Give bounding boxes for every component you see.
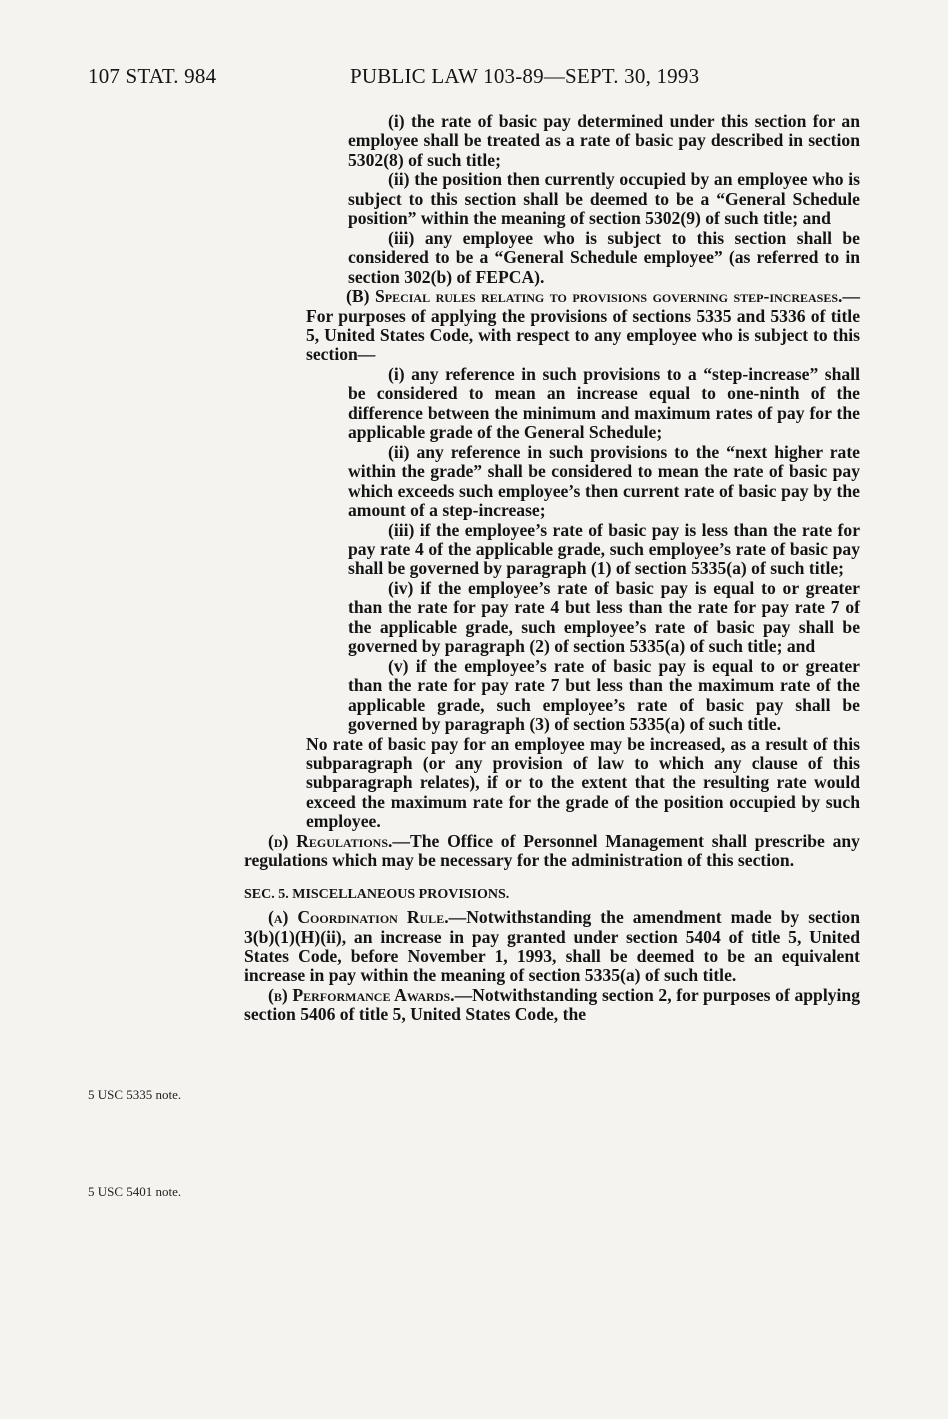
clause-b-v: (v) if the employee’s rate of basic pay is equal to or greater than the rate for pay rate 7 but less than the maximum rate of the applicable grade, such employee’s rate of basic pay shall be governed by paragraph (3) of section 5335(a) of such title.	[348, 655, 860, 735]
section-5-b	[244, 986, 860, 1025]
paragraph-d	[244, 832, 860, 871]
clause-b-iii: (iii) if the employee’s rate of basic pay is less than the rate for pay rate 4 of the applicable grade, such employee’s rate of basic pay shall be governed by paragraph (1) of section 5335(a) of such title;	[348, 519, 860, 579]
subparagraph-b	[244, 287, 860, 365]
subparagraph-b-heading: (B) Special rules relating to provisions governing step-increases.	[346, 286, 843, 307]
paragraph-d-label: (d) Regulations.	[268, 830, 393, 851]
section-5-a-text: —Notwithstanding the amendment made by section 3(b)(1)(H)(ii), an increase in pay granted under section 5404 of title 5, United States Code, before November 1, 1993, shall be deemed to be an equivalent increase in pay within the meaning of section 5335(a) of such title.	[244, 907, 860, 986]
margin-note-5401: 5 USC 5401 note.	[88, 1184, 182, 1199]
limitation-paragraph: No rate of basic pay for an employee may be increased, as a result of this subparagraph (or any provision of law to which any clause of this subparagraph relates), if or to the extent that the resulting rate would exceed the maximum rate for the grade of the position occupied by such employee.	[306, 733, 860, 832]
clause-a-iii: (iii) any employee who is subject to this section shall be considered to be a “General Schedule employee” (as referred to in section 302(b) of FEPCA).	[348, 227, 860, 287]
section-5-b-text: —Notwithstanding section 2, for purposes of applying section 5406 of title 5, United States Code, the	[244, 984, 860, 1025]
clause-b-ii: (ii) any reference in such provisions to the “next higher rate within the grade” shall be considered to mean the rate of basic pay which exceeds such employee’s then current rate of basic pay by the amount of a step-increase;	[348, 441, 860, 521]
running-header	[88, 64, 858, 94]
section-5-a-label: (a) Coordination Rule.	[268, 907, 449, 928]
section-5-a	[244, 908, 860, 986]
margin-note-5335: 5 USC 5335 note.	[88, 1087, 182, 1102]
section-5-b-label: (b) Performance Awards.	[268, 984, 455, 1005]
clause-a-ii: (ii) the position then currently occupied by an employee who is subject to this section shall be deemed to be a “General Schedule position” within the meaning of section 5302(9) of such title; and	[348, 169, 860, 229]
section-5-heading: SEC. 5. MISCELLANEOUS PROVISIONS.	[244, 886, 510, 902]
clause-b-i: (i) any reference in such provisions to a “step-increase” shall be considered to mean an increase equal to one-ninth of the difference between the minimum and maximum rates of pay for the applicable grade of the General Schedule;	[348, 363, 860, 443]
page-citation: 107 STAT. 984	[88, 64, 217, 88]
statute-body	[244, 112, 860, 1025]
paragraph-d-text: —The Office of Personnel Management shall prescribe any regulations which may be necessary for the administration of this section.	[244, 830, 860, 871]
clause-a-i: (i) the rate of basic pay determined under this section for an employee shall be treated as a rate of basic pay described in section 5302(8) of such title;	[348, 111, 860, 170]
clause-b-iv: (iv) if the employee’s rate of basic pay is equal to or greater than the rate for pay rate 4 but less than the rate for pay rate 7 of the applicable grade, such employee’s rate of basic pay shall be governed by paragraph (2) of section 5335(a) of such title; and	[348, 577, 860, 657]
law-title: PUBLIC LAW 103-89—SEPT. 30, 1993	[350, 64, 700, 88]
subparagraph-b-text: —For purposes of applying the provisions of sections 5335 and 5336 of title 5, United States Code, with respect to any employee who is subject to this section—	[306, 286, 860, 365]
